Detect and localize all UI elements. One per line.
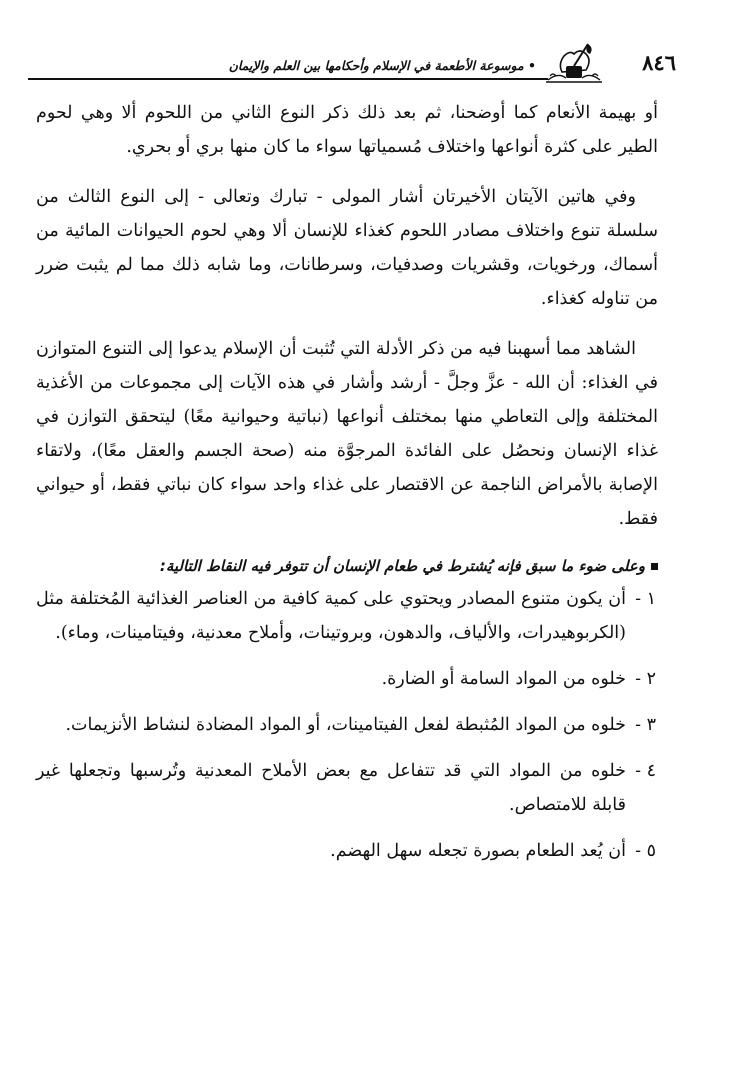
- item-number: ٤ -: [635, 761, 656, 781]
- points-lead-in: [36, 552, 658, 580]
- item-text: أن يكون متنوع المصادر ويحتوي على كمية كافية من العناصر الغذائية المُختلفة مثل (الكربوهيدرات، والألياف، والدهون، وبروتينات، وأملاح معدنية، وفيتامينات، وماء).: [36, 589, 626, 643]
- item-number: ٣ -: [635, 715, 656, 735]
- page-header: [28, 48, 676, 88]
- quill-inkpot-icon: [544, 42, 604, 86]
- item-number: ٢ -: [635, 669, 656, 689]
- list-item: [36, 834, 658, 868]
- list-item: [36, 662, 658, 696]
- paragraph: أو بهيمة الأنعام كما أوضحنا، ثم بعد ذلك ذكر النوع الثاني من اللحوم ألا وهي لحوم الطير على كثرة أنواعها واختلاف مُسمياتها سواء ما كان منها بري أو بحري.: [36, 103, 658, 157]
- item-number: ١ -: [635, 589, 656, 609]
- item-text: خلوه من المواد السامة أو الضارة.: [381, 669, 626, 689]
- square-bullet-icon: [651, 563, 658, 570]
- conditions-list: [36, 582, 658, 868]
- header-rule: [28, 78, 548, 80]
- paragraph: الشاهد مما أسهبنا فيه من ذكر الأدلة التي تُثبت أن الإسلام يدعوا إلى التنوع المتوازن في الغذاء: أن الله - عزَّ وجلَّ - أرشد وأشار في هذه الآيات إلى مجموعات من الأغذية المختلفة وإلى التعاطي منها بمختلف أنواعها (نباتية وحيوانية معًا) ليتحقق التوازن في غذاء الإنسان ونحصُل على الفائدة المرجوَّة منه (صحة الجسم والعقل معًا)، ولاتقاء الإصابة بالأمراض الناجمة عن الاقتصار على غذاء واحد سواء كان نباتي فقط، أو حيواني فقط.: [36, 339, 659, 529]
- item-number: ٥ -: [635, 841, 656, 861]
- item-text: أن يُعد الطعام بصورة تجعله سهل الهضم.: [330, 841, 626, 861]
- page-number: ٨٤٦: [642, 50, 676, 75]
- page-body: [36, 96, 658, 880]
- list-item: [36, 708, 658, 742]
- lead-in-text: وعلى ضوء ما سبق فإنه يُشترط في طعام الإنسان أن تتوفر فيه النقاط التالية:: [159, 557, 645, 575]
- item-text: خلوه من المواد المُثبطة لفعل الفيتامينات، أو المواد المضادة لنشاط الأنزيمات.: [65, 715, 626, 735]
- paragraph: وفي هاتين الآيتان الأخيرتان أشار المولى - تبارك وتعالى - إلى النوع الثالث من سلسلة تنوع واختلاف مصادر اللحوم كغذاء للإنسان ألا وهي لحوم الحيوانات المائية من أسماك، ورخويات، وقشريات وصدفيات، وسرطانات، وما شابه ذلك مما لم يثبت ضرر من تناوله كغذاء.: [36, 187, 658, 309]
- list-item: [36, 582, 658, 650]
- list-item: [36, 754, 658, 822]
- item-text: خلوه من المواد التي قد تتفاعل مع بعض الأملاح المعدنية وتُرسبها وتجعلها غير قابلة للامتصاص.: [36, 761, 626, 815]
- running-title: • موسوعة الأطعمة في الإسلام وأحكامها بين العلم والإيمان: [228, 58, 536, 73]
